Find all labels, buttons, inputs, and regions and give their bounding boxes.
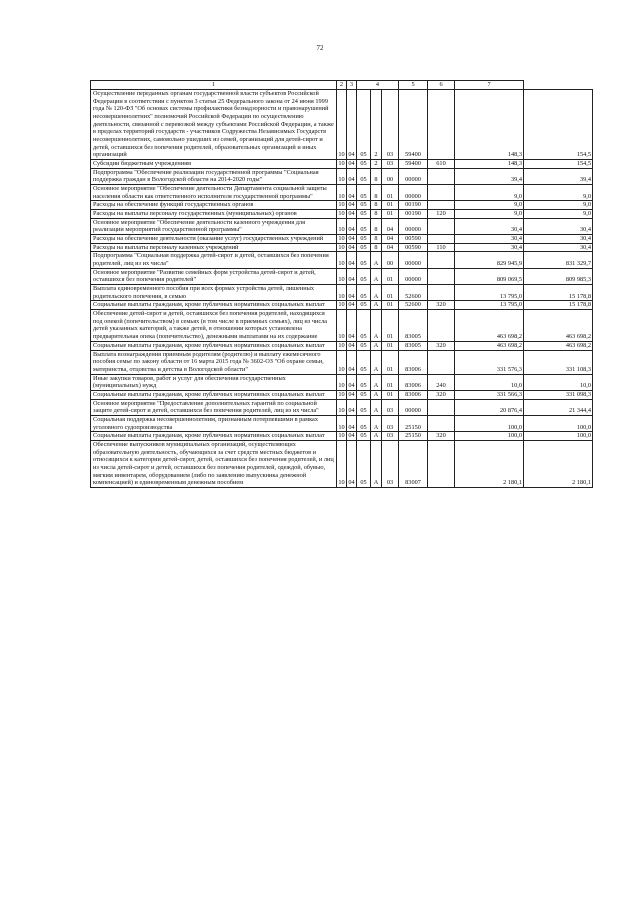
amount-year-1: 2 180,1 (455, 440, 524, 487)
expense-type-code (428, 252, 455, 268)
subsection-code: 04 (347, 350, 357, 374)
subsection-code: 04 (347, 399, 357, 415)
amount-year-1: 463 698,2 (455, 341, 524, 350)
table-row (91, 301, 593, 310)
activity-code: 03 (382, 160, 399, 169)
page-number: 72 (316, 44, 324, 52)
section-code: 10 (337, 285, 347, 301)
amount-year-2: 15 178,8 (524, 285, 593, 301)
amount-year-2: 100,0 (524, 432, 593, 441)
amount-year-2: 154,5 (524, 160, 593, 169)
subsection-code: 04 (347, 310, 357, 342)
expense-type-code: 320 (428, 432, 455, 441)
amount-year-1: 9,0 (455, 210, 524, 219)
section-code: 10 (338, 160, 345, 168)
program-code: 05 (357, 415, 371, 431)
amount-year-2: 100,0 (524, 415, 593, 431)
row-name-cell: Основное мероприятие "Обеспечение деятельности Департамента социальной защиты населения области как ответственного исполнителя государственной программы" (91, 185, 337, 201)
subprogram-code: 8 (371, 243, 382, 252)
amount-year-2: 154,5 (524, 90, 593, 160)
table-row (91, 432, 593, 441)
activity-code: 01 (382, 374, 399, 390)
amount-year-2: 10,0 (524, 374, 593, 390)
table-row (91, 268, 593, 284)
row-name-cell: Основное мероприятие "Предоставление дополнительных гарантий по социальной защите детей-сирот и детей, оставшихся без попечения родителей, лиц из их числа" (91, 399, 337, 415)
subsection-code: 04 (347, 168, 357, 184)
row-name-cell: Основное мероприятие "Обеспечение деятельности казенного учреждения для реализации мероприятий государственной программы" (91, 218, 337, 234)
direction-code: 00000 (399, 268, 428, 284)
subprogram-code: 8 (371, 201, 382, 210)
table-row (91, 399, 593, 415)
section-code: 10 (338, 341, 345, 349)
section-code: 10 (337, 415, 347, 431)
row-name-cell: Социальные выплаты гражданам, кроме публичных нормативных социальных выплат (91, 432, 337, 441)
amount-year-2: 463 698,2 (524, 310, 593, 342)
amount-year-1: 100,0 (455, 415, 524, 431)
subsection-code: 04 (348, 235, 355, 243)
header-col-2: 2 (337, 81, 347, 90)
subprogram-code: А (371, 350, 382, 374)
expense-type-code (428, 440, 455, 487)
row-name-cell: Обеспечение выпускников муниципальных организаций, осуществляющих образовательную деятельность, обучающихся за счет средств местных бюджетов и относящихся к категории детей-сирот, детей, оставшихся без попечения родителей, и лиц из числа детей-сирот и детей, оставшихся без попечения родителей, одеждой, обувью, мягким инвентарем, оборудованием (либо по заявлению выпускника денежной компенсацией) и единовременным денежным пособием (91, 440, 337, 487)
program-code: 05 (357, 160, 371, 169)
row-name-cell: Социальные выплаты гражданам, кроме публичных нормативных социальных выплат (91, 390, 337, 399)
expense-type-code (428, 185, 455, 201)
amount-year-2: 30,4 (524, 218, 593, 234)
direction-code: 00000 (399, 252, 428, 268)
amount-year-2: 9,0 (524, 185, 593, 201)
activity-code: 00 (382, 168, 399, 184)
table-row (91, 210, 593, 219)
amount-year-2: 331 108,3 (524, 350, 593, 374)
amount-year-1: 829 945,9 (455, 252, 524, 268)
activity-code: 01 (382, 185, 399, 201)
table-row (91, 218, 593, 234)
expense-type-code (428, 399, 455, 415)
activity-code: 01 (382, 341, 399, 350)
program-code: 05 (357, 432, 371, 441)
table-row (91, 168, 593, 184)
amount-year-2: 809 985,3 (524, 268, 593, 284)
amount-year-2: 39,4 (524, 168, 593, 184)
amount-year-2: 331 098,3 (524, 390, 593, 399)
subprogram-code: А (371, 268, 382, 284)
section-code: 10 (338, 243, 345, 251)
row-name-cell: Социальные выплаты гражданам, кроме публичных нормативных социальных выплат (91, 301, 337, 310)
expense-type-code (428, 268, 455, 284)
direction-code: 59400 (399, 160, 428, 169)
row-name-cell: Выплата единовременного пособия при всех формах устройства детей, лишенных родительского попечения, в семью (91, 285, 337, 301)
row-name-cell: Подпрограмма "Социальная поддержка детей-сирот и детей, оставшихся без попечения родителей, лиц из их числа" (91, 252, 337, 268)
section-code: 10 (338, 235, 345, 243)
activity-code: 03 (382, 90, 399, 160)
subprogram-code: 8 (371, 210, 382, 219)
direction-code: 00590 (399, 235, 428, 244)
expense-type-code (428, 218, 455, 234)
subprogram-code: 8 (371, 235, 382, 244)
section-code: 10 (337, 185, 347, 201)
subsection-code: 04 (347, 285, 357, 301)
row-name-cell: Иные закупки товаров, работ и услуг для обеспечения государственных (муниципальных) нужд (91, 374, 337, 390)
amount-year-1: 10,0 (455, 374, 524, 390)
program-code: 05 (357, 243, 371, 252)
table-row (91, 90, 593, 160)
subprogram-code: А (371, 341, 382, 350)
subsection-code: 04 (348, 432, 355, 440)
activity-code: 04 (382, 243, 399, 252)
subprogram-code: 8 (371, 185, 382, 201)
section-code: 10 (337, 350, 347, 374)
section-code: 10 (338, 432, 345, 440)
program-code: 05 (357, 235, 371, 244)
subprogram-code: А (371, 432, 382, 441)
subprogram-code: А (371, 310, 382, 342)
table-row (91, 160, 593, 169)
direction-code: 83006 (399, 350, 428, 374)
table-body (91, 90, 593, 488)
direction-code: 83007 (399, 440, 428, 487)
subprogram-code: А (371, 415, 382, 431)
program-code: 05 (357, 374, 371, 390)
header-col-1: 1 (91, 81, 337, 90)
activity-code: 01 (382, 301, 399, 310)
expense-type-code: 320 (428, 301, 455, 310)
subsection-code: 04 (347, 90, 357, 160)
amount-year-1: 148,3 (455, 160, 524, 169)
direction-code: 59400 (399, 90, 428, 160)
row-name-cell: Обеспечение детей-сирот и детей, оставшихся без попечения родителей, находящихся под опекой (попечительством) в семьях (в том числе в приемных семьях), лиц из числа детей указанных категорий, а также детей, в отношении которых установлена предварительная опека (попечительство), денежными выплатами на их содержание (91, 310, 337, 342)
direction-code: 00190 (399, 210, 428, 219)
program-code: 05 (357, 168, 371, 184)
activity-code: 03 (382, 399, 399, 415)
program-code: 05 (357, 399, 371, 415)
row-name-cell: Социальная поддержка несовершеннолетним, признанным потерпевшими в рамках уголовного судопроизводства (91, 415, 337, 431)
table-row (91, 252, 593, 268)
row-name-cell: Основное мероприятие "Развитие семейных форм устройства детей-сирот и детей, оставшихся без попечения родителей" (91, 268, 337, 284)
expense-type-code (428, 168, 455, 184)
program-code: 05 (357, 268, 371, 284)
amount-year-2: 21 344,4 (524, 399, 593, 415)
expense-type-code (428, 285, 455, 301)
amount-year-1: 20 876,4 (455, 399, 524, 415)
program-code: 05 (357, 350, 371, 374)
table-row (91, 440, 593, 487)
expense-type-code (428, 310, 455, 342)
header-col-4: 4 (357, 81, 399, 90)
activity-code: 00 (382, 252, 399, 268)
program-code: 05 (357, 390, 371, 399)
direction-code: 00000 (399, 218, 428, 234)
section-code: 10 (338, 301, 345, 309)
amount-year-1: 809 069,5 (455, 268, 524, 284)
direction-code: 00590 (399, 243, 428, 252)
subprogram-code: 2 (371, 160, 382, 169)
program-code: 05 (357, 210, 371, 219)
activity-code: 04 (382, 218, 399, 234)
table-row (91, 390, 593, 399)
activity-code: 03 (382, 432, 399, 441)
section-code: 10 (337, 268, 347, 284)
subsection-code: 04 (348, 243, 355, 251)
expense-type-code: 610 (428, 160, 455, 169)
expense-type-code (428, 90, 455, 160)
row-name-cell: Осуществление переданных органам государственной власти субъектов Российской Федерации в соответствии с пунктом 3 статьи 25 Федерального закона от 24 июня 1999 года № 120-ФЗ "Об основах системы профилактики безнадзорности и правонарушений несовершеннолетних" полномочий Российской Федерации по осуществлению деятельности, связанной с перевозкой между субъектами Российской Федерации, а также в пределах территорий государств - участников Содружества Независимых Государств несовершеннолетних, самовольно ушедших из семей, организаций для детей-сирот и детей, оставшихся без попечения родителей, образовательных организаций и иных организаций (91, 90, 337, 160)
section-code: 10 (337, 252, 347, 268)
activity-code: 01 (382, 268, 399, 284)
subsection-code: 04 (347, 185, 357, 201)
expense-type-code (428, 235, 455, 244)
activity-code: 01 (382, 390, 399, 399)
section-code: 10 (337, 440, 347, 487)
program-code: 05 (357, 201, 371, 210)
section-code: 10 (338, 210, 345, 218)
direction-code: 00190 (399, 201, 428, 210)
subsection-code: 04 (348, 301, 355, 309)
table-row (91, 310, 593, 342)
amount-year-1: 39,4 (455, 168, 524, 184)
subsection-code: 04 (347, 415, 357, 431)
program-code: 05 (357, 310, 371, 342)
amount-year-1: 30,4 (455, 243, 524, 252)
activity-code: 01 (382, 350, 399, 374)
header-col-6: 6 (428, 81, 455, 90)
table-row (91, 374, 593, 390)
direction-code: 00000 (399, 185, 428, 201)
amount-year-2: 9,0 (524, 210, 593, 219)
subsection-code: 04 (347, 218, 357, 234)
table-row (91, 201, 593, 210)
header-col-7: 7 (455, 81, 524, 90)
table-row (91, 341, 593, 350)
budget-table (90, 80, 593, 488)
amount-year-1: 100,0 (455, 432, 524, 441)
amount-year-1: 463 698,2 (455, 310, 524, 342)
amount-year-2: 15 178,8 (524, 301, 593, 310)
header-col-3: 3 (347, 81, 357, 90)
amount-year-1: 331 576,3 (455, 350, 524, 374)
direction-code: 25150 (399, 415, 428, 431)
program-code: 05 (357, 185, 371, 201)
subsection-code: 04 (347, 268, 357, 284)
subprogram-code: А (371, 374, 382, 390)
subsection-code: 04 (348, 160, 355, 168)
table-row (91, 185, 593, 201)
expense-type-code: 110 (428, 243, 455, 252)
activity-code: 03 (382, 440, 399, 487)
direction-code: 52600 (399, 285, 428, 301)
row-name-cell: Расходы на выплаты персоналу казенных учреждений (91, 243, 337, 252)
activity-code: 04 (382, 235, 399, 244)
amount-year-2: 2 180,1 (524, 440, 593, 487)
subprogram-code: А (371, 390, 382, 399)
activity-code: 01 (382, 285, 399, 301)
direction-code: 83005 (399, 341, 428, 350)
expense-type-code (428, 201, 455, 210)
section-code: 10 (338, 201, 345, 209)
activity-code: 03 (382, 415, 399, 431)
subprogram-code: А (371, 440, 382, 487)
subprogram-code: А (371, 285, 382, 301)
program-code: 05 (357, 252, 371, 268)
amount-year-1: 148,3 (455, 90, 524, 160)
row-name-cell: Социальные выплаты гражданам, кроме публичных нормативных социальных выплат (91, 341, 337, 350)
direction-code: 52600 (399, 301, 428, 310)
amount-year-1: 9,0 (455, 185, 524, 201)
subsection-code: 04 (348, 341, 355, 349)
amount-year-1: 9,0 (455, 201, 524, 210)
subprogram-code: 8 (371, 218, 382, 234)
subsection-code: 04 (347, 252, 357, 268)
section-code: 10 (337, 374, 347, 390)
section-code: 10 (337, 310, 347, 342)
direction-code: 83006 (399, 390, 428, 399)
header-col-5: 5 (399, 81, 428, 90)
subsection-code: 04 (348, 210, 355, 218)
table-row (91, 285, 593, 301)
amount-year-2: 30,4 (524, 243, 593, 252)
table-row (91, 243, 593, 252)
subsection-code: 04 (348, 390, 355, 398)
amount-year-2: 30,4 (524, 235, 593, 244)
amount-year-1: 13 795,0 (455, 285, 524, 301)
row-name-cell: Расходы на обеспечение функций государственных органов (91, 201, 337, 210)
expense-type-code: 320 (428, 341, 455, 350)
program-code: 05 (357, 341, 371, 350)
row-name-cell: Расходы на обеспечение деятельности (оказание услуг) государственных учреждений (91, 235, 337, 244)
subsection-code: 04 (347, 440, 357, 487)
row-name-cell: Субсидии бюджетным учреждениям (91, 160, 337, 169)
amount-year-1: 331 566,3 (455, 390, 524, 399)
table-row (91, 235, 593, 244)
subprogram-code: А (371, 301, 382, 310)
amount-year-1: 30,4 (455, 218, 524, 234)
program-code: 05 (357, 285, 371, 301)
subsection-code: 04 (347, 374, 357, 390)
section-code: 10 (337, 399, 347, 415)
direction-code: 00000 (399, 168, 428, 184)
expense-type-code: 320 (428, 390, 455, 399)
activity-code: 01 (382, 310, 399, 342)
program-code: 05 (357, 440, 371, 487)
subprogram-code: 2 (371, 90, 382, 160)
amount-year-2: 463 698,2 (524, 341, 593, 350)
subsection-code: 04 (348, 201, 355, 209)
section-code: 10 (338, 390, 345, 398)
expense-type-code (428, 415, 455, 431)
row-name-cell: Подпрограмма "Обеспечение реализации государственной программы "Социальная поддержка граждан в Вологодской области на 2014-2020 годы" (91, 168, 337, 184)
direction-code: 83006 (399, 374, 428, 390)
expense-type-code: 120 (428, 210, 455, 219)
section-code: 10 (337, 218, 347, 234)
direction-code: 83005 (399, 310, 428, 342)
amount-year-1: 13 795,0 (455, 301, 524, 310)
subprogram-code: А (371, 252, 382, 268)
direction-code: 25150 (399, 432, 428, 441)
direction-code: 00000 (399, 399, 428, 415)
subprogram-code: 8 (371, 168, 382, 184)
program-code: 05 (357, 301, 371, 310)
row-name-cell: Выплата вознаграждения приемным родителям (родителю) и выплату ежемесячного пособия семье по закону области от 16 марта 2015 года № 3602-ОЗ "Об охране семьи, материнства, отцовства и детства в Вологодской области" (91, 350, 337, 374)
section-code: 10 (337, 168, 347, 184)
header-row (91, 81, 593, 90)
section-code: 10 (337, 90, 347, 160)
amount-year-2: 9,0 (524, 201, 593, 210)
amount-year-1: 30,4 (455, 235, 524, 244)
amount-year-2: 831 329,7 (524, 252, 593, 268)
table-row (91, 415, 593, 431)
table-row (91, 350, 593, 374)
program-code: 05 (357, 90, 371, 160)
subprogram-code: А (371, 399, 382, 415)
row-name-cell: Расходы на выплаты персоналу государственных (муниципальных) органов (91, 210, 337, 219)
expense-type-code: 240 (428, 374, 455, 390)
activity-code: 01 (382, 210, 399, 219)
program-code: 05 (357, 218, 371, 234)
expense-type-code (428, 350, 455, 374)
activity-code: 01 (382, 201, 399, 210)
